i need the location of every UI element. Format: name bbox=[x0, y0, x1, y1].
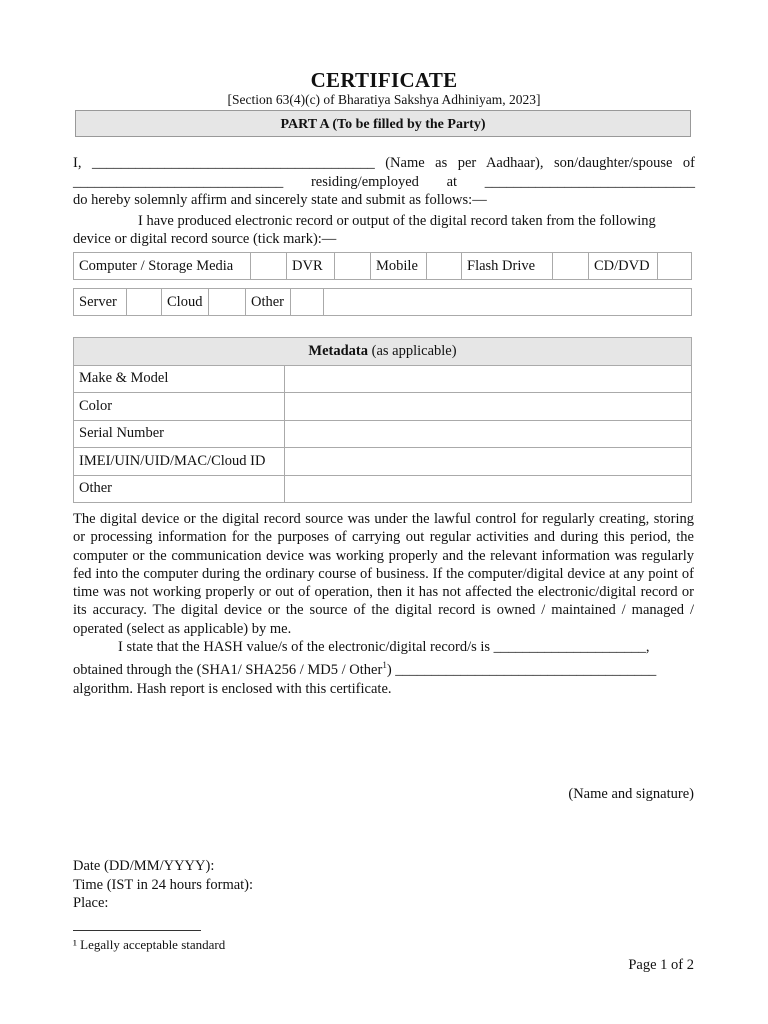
declaration-line-4: I have produced electronic record or output of the digital record taken from the following bbox=[138, 213, 656, 229]
device-other-specify-field[interactable] bbox=[324, 289, 692, 316]
device-label: Computer / Storage Media bbox=[74, 253, 251, 280]
signature-label: (Name and signature) bbox=[568, 786, 694, 802]
device-checkbox-server[interactable] bbox=[127, 289, 162, 316]
device-checkbox-cloud[interactable] bbox=[209, 289, 246, 316]
metadata-header: Metadata (as applicable) bbox=[74, 338, 692, 366]
device-checkbox-computer[interactable] bbox=[251, 253, 287, 280]
footnote-ref: 1 bbox=[382, 660, 387, 671]
hash-statement-line-3: algorithm. Hash report is enclosed with this certificate. bbox=[73, 680, 392, 697]
certificate-subtitle: [Section 63(4)(c) of Bharatiya Sakshya Adhiniyam, 2023] bbox=[227, 92, 541, 107]
metadata-label: Color bbox=[74, 393, 285, 421]
footnote: ¹ Legally acceptable standard bbox=[73, 937, 226, 952]
control-statement: The digital device or the digital record source was under the lawful control for regularly creating, storing or processing information for the purposes of carrying out regular activities and during this period, the computer or the communication device was working properly and the relevant information was regularly fed into the computer during the ordinary course of business. If the computer/digital device at any point of time was not working properly or out of operation, then it has not affected the electronic/digital record or its accuracy. The digital device or the source of the digital record is owned / maintained / managed / operated (select as applicable) by me. bbox=[73, 511, 694, 637]
device-label: Cloud bbox=[162, 289, 209, 316]
metadata-field-other[interactable] bbox=[285, 475, 692, 503]
device-checkbox-dvr[interactable] bbox=[335, 253, 371, 280]
body-paragraph bbox=[73, 510, 694, 698]
declaration-line-5: device or digital record source (tick mark):— bbox=[73, 231, 337, 247]
hash-statement-line-2: obtained through the (SHA1/ SHA256 / MD5 / Other$^1$) ____________________________________ bbox=[73, 660, 657, 679]
metadata-field-imei[interactable] bbox=[285, 448, 692, 476]
device-label: Mobile bbox=[371, 253, 427, 280]
footnote-divider bbox=[73, 930, 201, 931]
certificate-title: CERTIFICATE bbox=[310, 68, 458, 92]
metadata-label: Serial Number bbox=[74, 420, 285, 448]
declaration-line-2: _____________________________ residing/employed at _____________________________ bbox=[73, 174, 695, 190]
device-checkbox-mobile[interactable] bbox=[427, 253, 462, 280]
metadata-field-make-model[interactable] bbox=[285, 365, 692, 393]
metadata-field-color[interactable] bbox=[285, 393, 692, 421]
metadata-label: Other bbox=[74, 475, 285, 503]
declaration-line-1: I, _______________________________________ (Name as per Aadhaar), son/daughter/spouse of bbox=[73, 155, 695, 171]
part-a-header: PART A (To be filled by the Party) bbox=[75, 110, 691, 137]
device-label: Other bbox=[246, 289, 291, 316]
date-field-label: Date (DD/MM/YYYY): bbox=[73, 858, 215, 874]
hash-statement-line-1: I state that the HASH value/s of the electronic/digital record/s is _____________________, bbox=[118, 639, 650, 656]
device-label: DVR bbox=[287, 253, 335, 280]
metadata-label: IMEI/UIN/UID/MAC/Cloud ID bbox=[74, 448, 285, 476]
metadata-table bbox=[73, 337, 692, 503]
place-field-label: Place: bbox=[73, 895, 109, 911]
device-checkbox-other[interactable] bbox=[291, 289, 324, 316]
declaration-line-3: do hereby solemnly affirm and sincerely state and submit as follows:— bbox=[73, 192, 487, 208]
metadata-label: Make & Model bbox=[74, 365, 285, 393]
device-label: CD/DVD bbox=[589, 253, 658, 280]
device-label: Flash Drive bbox=[462, 253, 553, 280]
time-field-label: Time (IST in 24 hours format): bbox=[73, 877, 254, 893]
device-options-row-1 bbox=[73, 252, 692, 280]
device-options-row-2 bbox=[73, 288, 692, 316]
device-checkbox-flash-drive[interactable] bbox=[553, 253, 589, 280]
metadata-field-serial-number[interactable] bbox=[285, 420, 692, 448]
device-checkbox-cd-dvd[interactable] bbox=[658, 253, 692, 280]
page-number: Page 1 of 2 bbox=[628, 957, 694, 973]
device-label: Server bbox=[74, 289, 127, 316]
